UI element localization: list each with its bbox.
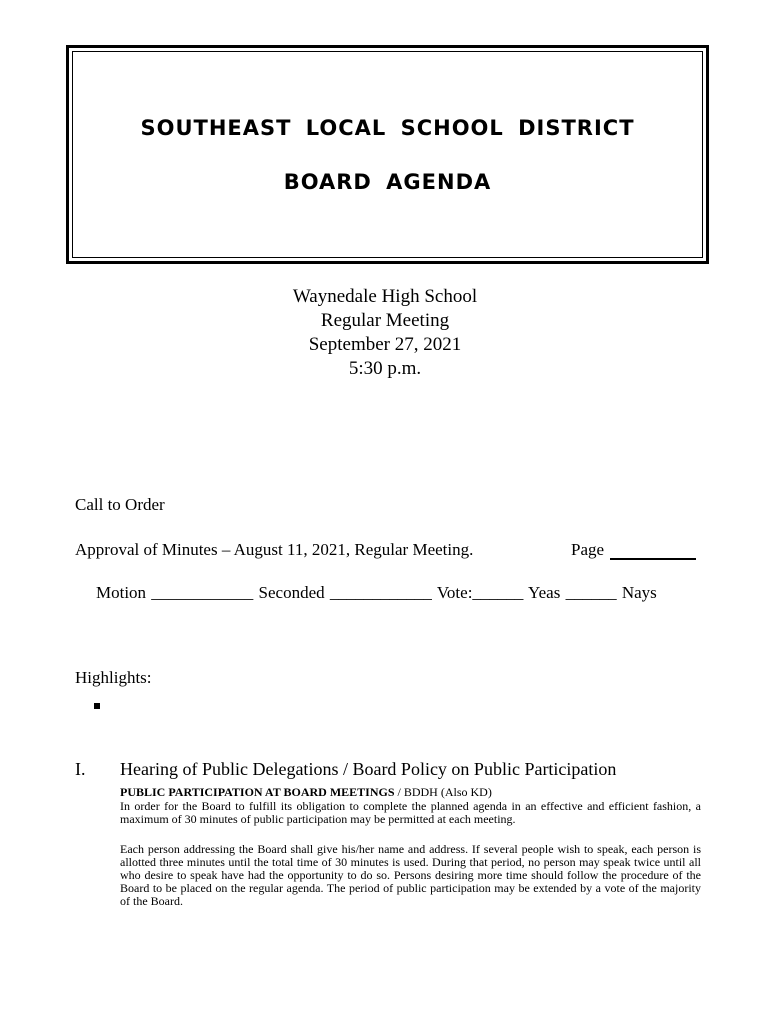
motion-vote-line: Motion ____________ Seconded ____________ Vote:______ Yeas ______ Nays — [96, 583, 657, 602]
meeting-date: September 27, 2021 — [308, 334, 462, 355]
policy-paragraph-2: Each person addressing the Board shall give his/her name and address. If several people wish to speak, each person is allotted three minutes until the total time of 30 minutes is used. During that period, no person may speak twice until all who desire to speak have had the opportunity to do so. Persons desiring more time should follow the procedure of the Board to be placed on the regular agenda. The period of public participation may be extended by a vote of the majority of the Board. — [120, 842, 701, 908]
section-number: I. — [75, 759, 86, 779]
policy-heading — [120, 786, 701, 799]
page-number-blank — [610, 558, 696, 560]
meeting-type: Regular Meeting — [320, 310, 450, 331]
call-to-order: Call to Order — [75, 495, 165, 514]
policy-paragraph-1: In order for the Board to fulfill its obligation to complete the planned agenda in an effective and efficient fashion, a maximum of 30 minutes of public participation may be permitted at each meeting. — [120, 799, 701, 826]
approval-of-minutes: Approval of Minutes – August 11, 2021, Regular Meeting. — [75, 540, 474, 559]
title-box — [66, 45, 709, 264]
meeting-location: Waynedale High School — [292, 286, 478, 307]
document-title: BOARD AGENDA — [283, 170, 492, 194]
policy-code: / BDDH (Also KD) — [394, 785, 492, 799]
bullet-icon — [94, 703, 100, 709]
meeting-time: 5:30 p.m. — [348, 358, 422, 379]
section-title: Hearing of Public Delegations / Board Policy on Public Participation — [120, 759, 617, 779]
policy-heading-title: PUBLIC PARTICIPATION AT BOARD MEETINGS — [120, 785, 395, 799]
highlights-label: Highlights: — [75, 668, 152, 687]
district-title: SOUTHEAST LOCAL SCHOOL DISTRICT — [140, 116, 635, 140]
page-label: Page — [571, 540, 605, 559]
